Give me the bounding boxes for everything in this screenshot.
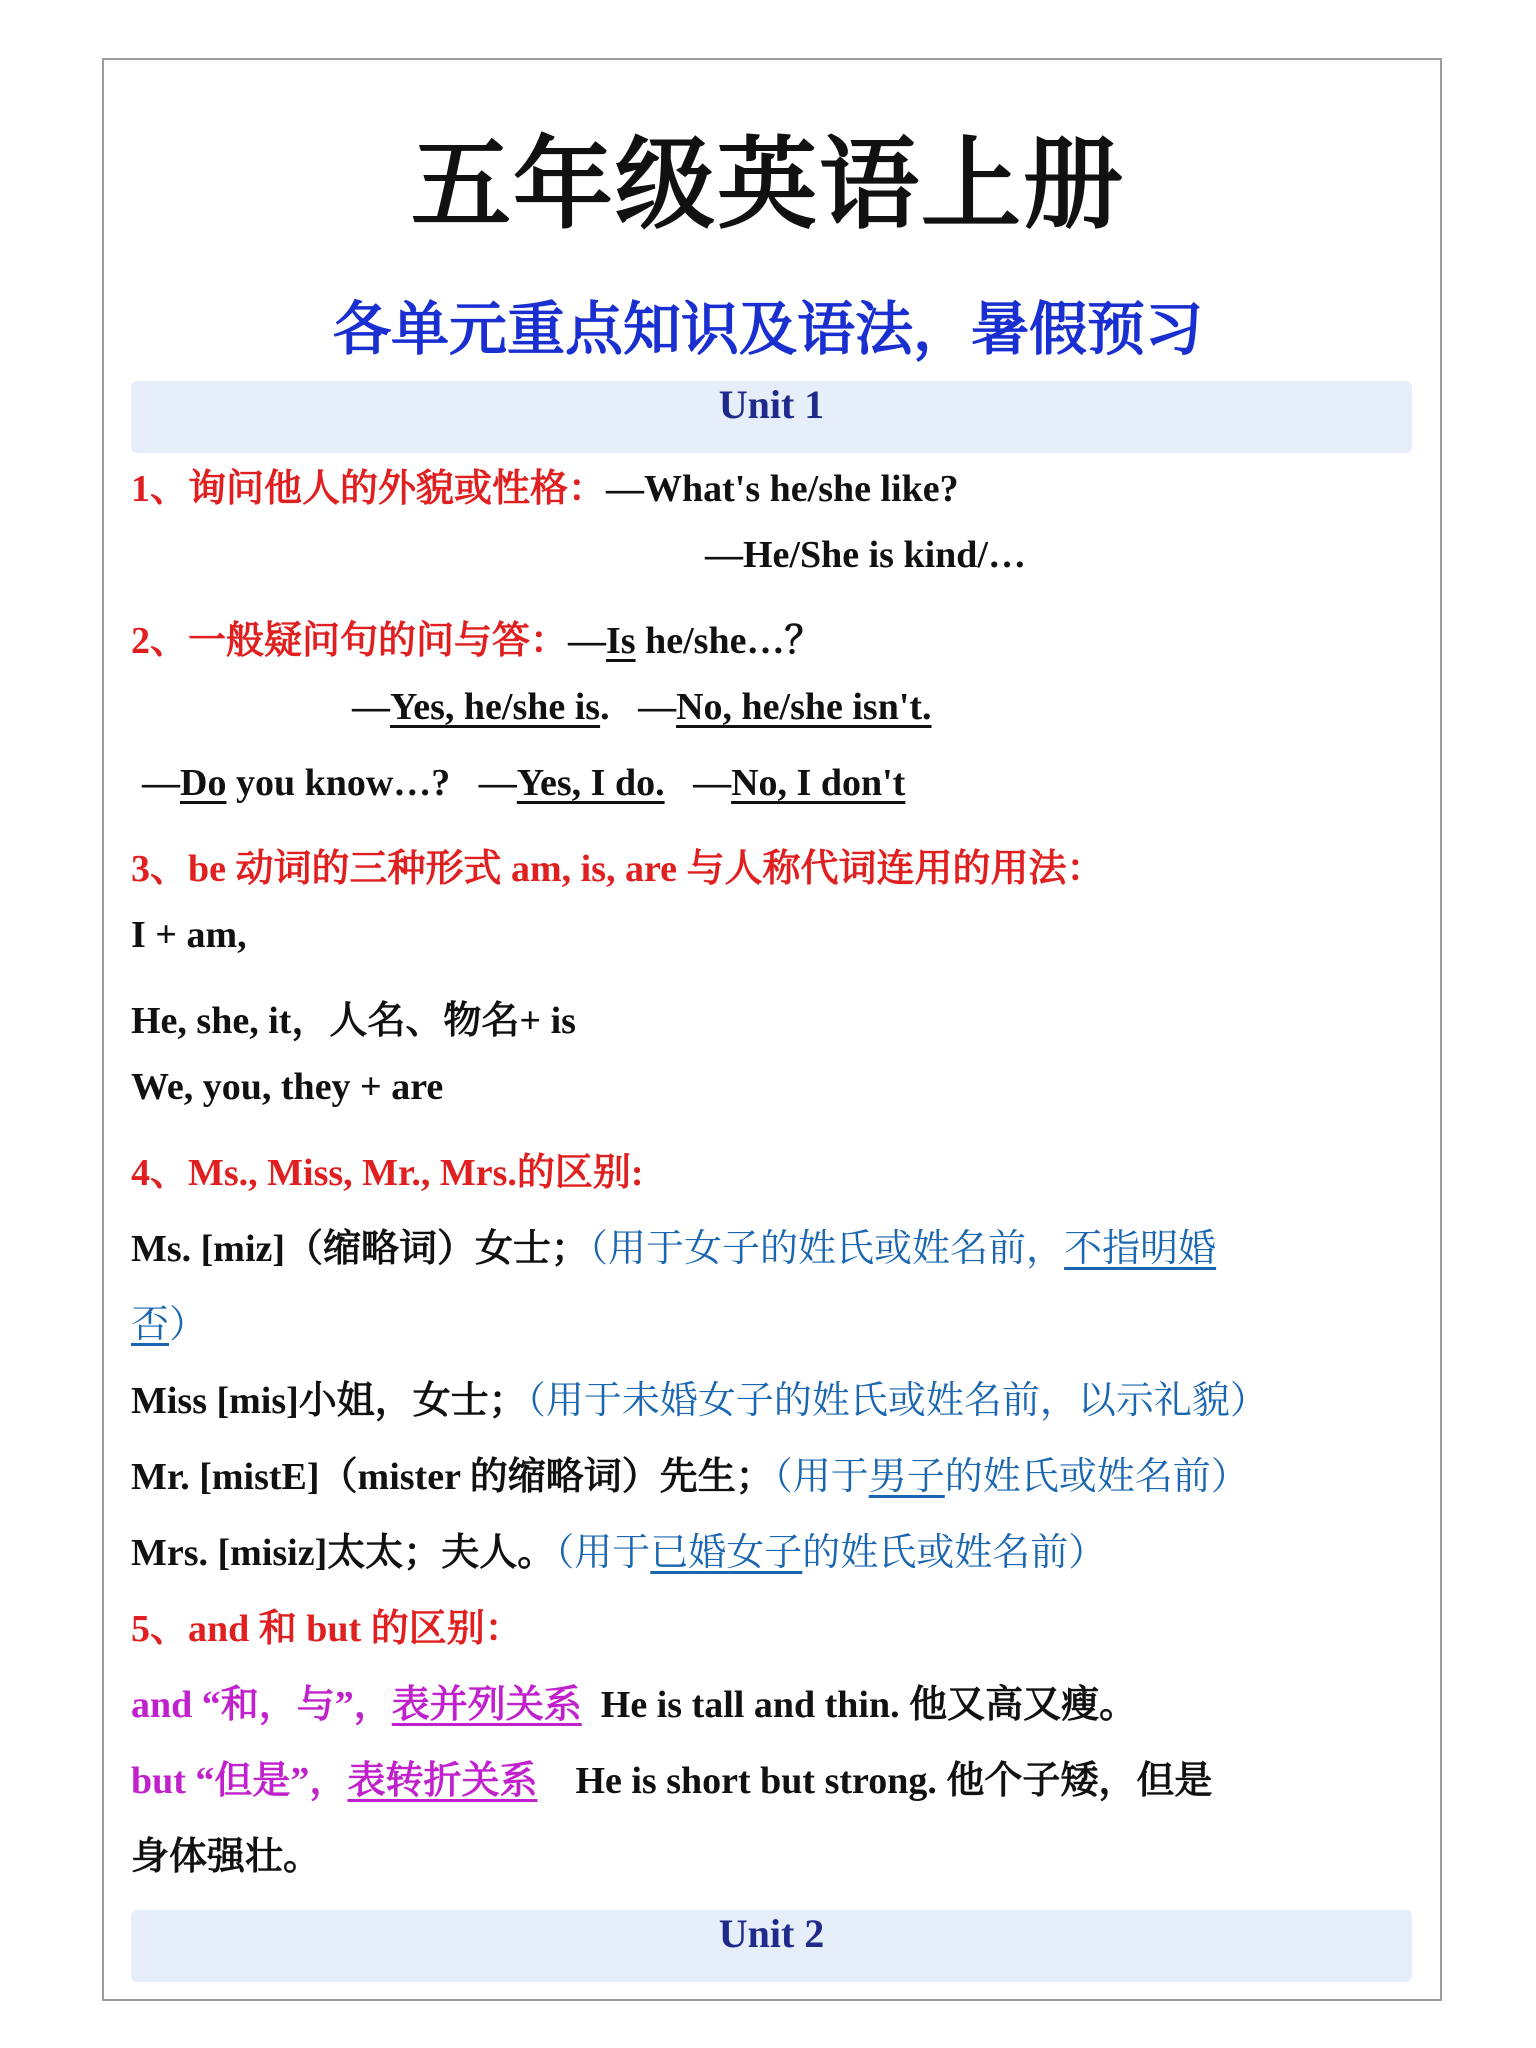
text-segment: Miss [mis]小姐，女士； [131,1380,527,1422]
underlined-text: Yes, he/she is [390,686,601,728]
text-segment: — [352,686,390,728]
unit-2-header: Unit 2 [131,1910,1412,1982]
text-segment: （用于女子的姓氏或姓名前， [589,1228,1065,1270]
content-line [131,761,1416,837]
underlined-text: Do [180,762,227,804]
content-line [131,1825,1416,1901]
text-segment: —He/She is kind/… [705,534,1026,576]
text-segment: 4、Ms., Miss, Mr., Mrs.的区别: [131,1152,644,1194]
content-line [131,1521,1416,1597]
text-segment: . — [600,686,677,728]
content-line [131,1445,1416,1521]
text-segment: — [664,762,732,804]
content-line [131,1217,1416,1293]
text-segment: you know…? — [226,762,517,804]
content-line [131,1597,1416,1673]
page-subtitle: 各单元重点知识及语法，暑假预习 [332,295,1203,363]
text-segment: —What's he/she like? [606,468,959,510]
content-line [131,1749,1416,1825]
text-segment: — [568,620,607,662]
text-segment: — [142,762,180,804]
text-segment: I + am, [131,914,247,956]
text-segment: Mrs. [misiz]太太；夫人。 [131,1532,556,1574]
underlined-text: 不指明婚 [1064,1228,1217,1270]
text-segment: 3、be 动词的三种形式 am, is, are 与人称代词连用的用法： [131,848,1105,890]
text-segment: Ms. [miz]（缩略词）女士； [131,1228,590,1270]
text-segment: 1、询问他人的外貌或性格： [131,468,607,510]
text-segment: He is tall and thin. 他又高又瘦。 [581,1684,1138,1726]
text-segment: （用于未婚女子的姓氏或姓名前，以示礼貌） [526,1380,1268,1422]
text-segment: 的姓氏或姓名前） [944,1456,1249,1498]
unit-1-header: Unit 1 [131,381,1412,453]
text-segment: He, she, it，人名、物名+ is [131,1000,576,1042]
text-segment: and “和，与”， [131,1684,392,1726]
content-line [131,1293,1416,1369]
unit-1-content [131,457,1416,1901]
content-line [131,837,1416,913]
content-line [131,1369,1416,1445]
content-line [131,1065,1416,1141]
underlined-text: 否 [131,1304,170,1346]
text-segment: Mr. [mistE]（mister 的缩略词）先生； [131,1456,774,1498]
underlined-text: 表转折关系 [347,1760,538,1802]
underlined-text: Is [606,620,636,662]
text-segment: ） [169,1304,208,1346]
text-segment: 5、and 和 but 的区别： [131,1608,523,1650]
text-segment: 2、一般疑问句的问与答： [131,620,569,662]
text-segment: 身体强壮。 [131,1836,322,1878]
content-line [131,1673,1416,1749]
content-line [131,609,1416,685]
text-segment: （用于 [773,1456,869,1498]
underlined-text: 男子 [868,1456,945,1498]
content-line [131,533,1416,609]
text-segment: We, you, they + are [131,1066,444,1108]
underlined-text: No, I don't [731,762,906,804]
content-line [131,457,1416,533]
text-segment: but “但是”， [131,1760,348,1802]
text-segment: He is short but strong. 他个子矮，但是 [537,1760,1213,1802]
underlined-text: Yes, I do. [516,762,665,804]
page-title: 五年级英语上册 [411,125,1125,243]
text-segment: he/she…？ [635,620,823,662]
underlined-text: 已婚女子 [650,1532,803,1574]
underlined-text: No, he/she isn't. [676,686,932,728]
content-line [131,989,1416,1065]
content-line [131,685,1416,761]
content-line [131,1141,1416,1217]
content-line [131,913,1416,989]
text-segment: 的姓氏或姓名前） [802,1532,1107,1574]
underlined-text: 表并列关系 [391,1684,582,1726]
text-segment: （用于 [555,1532,651,1574]
